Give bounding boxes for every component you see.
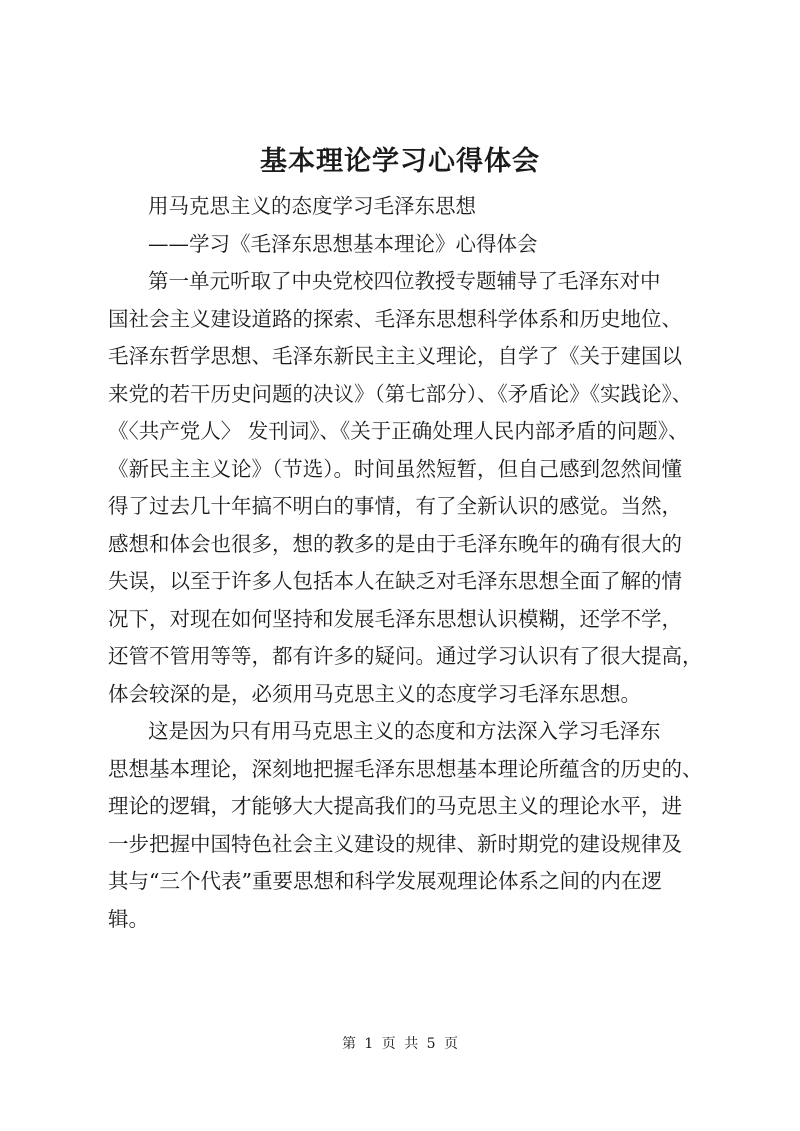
paragraph-1 — [108, 263, 708, 713]
subtitle: 用马克思主义的态度学习毛泽东思想 — [148, 194, 476, 218]
paragraph-line: 辑。 — [108, 906, 149, 931]
paragraph-line: 理论的逻辑，才能够大大提高我们的马克思主义的理论水平，进 — [108, 794, 682, 818]
paragraph-line: 其与“三个代表”重要思想和科学发展观理论体系之间的内在逻 — [108, 869, 662, 893]
paragraph-line: 失误，以至于许多人包括本人在缺乏对毛泽东思想全面了解的情 — [108, 569, 682, 593]
page-number-footer: 第 1 页 共 5 页 — [341, 1036, 459, 1052]
paragraph-2 — [108, 713, 708, 938]
paragraph-line: 第一单元听取了中央党校四位教授专题辅导了毛泽东对中 — [148, 269, 661, 293]
paragraph-line: 得了过去几十年搞不明白的事情，有了全新认识的感觉。当然， — [108, 494, 682, 518]
paragraph-line: 毛泽东哲学思想、毛泽东新民主主义理论，自学了《关于建国以 — [108, 344, 682, 368]
document-body — [108, 188, 708, 938]
paragraph-line: 体会较深的是，必须用马克思主义的态度学习毛泽东思想。 — [108, 681, 641, 706]
paragraph-line: 这是因为只有用马克思主义的态度和方法深入学习毛泽东 — [148, 719, 661, 743]
paragraph-line: 还管不管用等等，都有许多的疑问。通过学习认识有了很大提高， — [108, 644, 703, 668]
paragraph-line: 况下，对现在如何坚持和发展毛泽东思想认识模糊，还学不学， — [108, 606, 682, 631]
subheading: ——学习《毛泽东思想基本理论》心得体会 — [148, 231, 538, 256]
paragraph-line: 《〈共产党人〉 发刊词》、《关于正确处理人民内部矛盾的问题》、 — [108, 419, 689, 443]
paragraph-line: 《新民主主义论》（节选）。时间虽然短暂，但自己感到忽然间懂 — [108, 456, 682, 481]
document-title: 基本理论学习心得体会 — [260, 146, 540, 177]
paragraph-line: 感想和体会也很多，想的教多的是由于毛泽东晚年的确有很大的 — [108, 531, 682, 556]
paragraph-line: 国社会主义建设道路的探索、毛泽东思想科学体系和历史地位、 — [108, 306, 682, 331]
paragraph-line: 思想基本理论，深刻地把握毛泽东思想基本理论所蕴含的历史的、 — [108, 756, 703, 781]
paragraph-line: 来党的若干历史问题的决议》（第七部分）、《矛盾论》《实践论》、 — [108, 381, 693, 406]
paragraph-line: 一步把握中国特色社会主义建设的规律、新时期党的建设规律及 — [108, 831, 682, 856]
